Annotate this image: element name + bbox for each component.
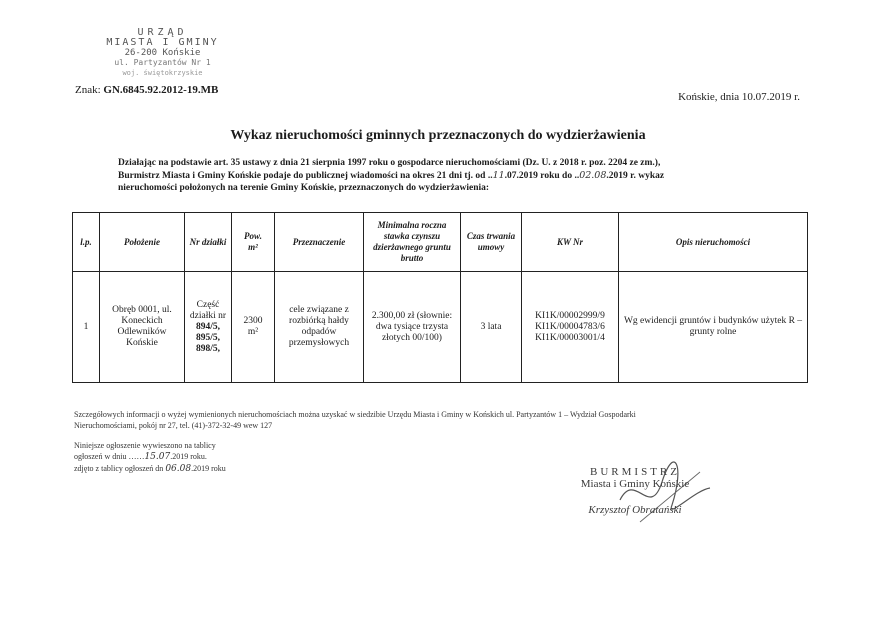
header-przeznaczenie: Przeznaczenie — [275, 213, 364, 272]
intro-line: Burmistrz Miasta i Gminy Końskie podaje do publicznej wiadomości na okres 21 dni tj. od ..11.07.2019 roku do ..02.08.2019 r. wykaz — [118, 169, 665, 181]
header-opis: Opis nieruchomości — [619, 213, 808, 272]
handwritten-date: 06.08 — [165, 464, 192, 474]
property-table — [72, 212, 808, 383]
signature-name: Krzysztof Obratański — [588, 504, 682, 516]
header-lp: l.p. — [73, 213, 100, 272]
document-date: Końskie, dnia 10.07.2019 r. — [678, 91, 800, 103]
cell-stawka: 2.300,00 zł (słownie: dwa tysiące trzysta złotych 00/100) — [364, 272, 461, 383]
stamp-line: ul. Partyzantów Nr 1 — [114, 58, 211, 67]
intro-line: nieruchomości położonych na terenie Gminy Końskie, przeznaczonych do wydzierżawienia: — [118, 183, 490, 193]
posted-line: Niniejsze ogłoszenie wywieszono na tablicy — [74, 441, 216, 450]
header-pow: Pow. m² — [232, 213, 275, 272]
cell-polozenie: Obręb 0001, ul. Koneckich Odlewników Końskie — [100, 272, 185, 383]
cell-opis: Wg ewidencji gruntów i budynków użytek R – grunty rolne — [619, 272, 808, 383]
stamp-line: URZĄD — [137, 27, 188, 38]
cell-przeznaczenie: cele związane z rozbiórką hałdy odpadów przemysłowych — [275, 272, 364, 383]
mayor-signature-block — [560, 466, 710, 516]
reference-label: Znak: — [75, 84, 101, 96]
cell-pow: 2300 m² — [232, 272, 275, 383]
stamp-line: MIASTA I GMINY — [106, 37, 219, 48]
handwritten-date: 11 — [492, 169, 505, 181]
header-kw: KW Nr — [522, 213, 619, 272]
reference-number — [75, 84, 218, 96]
office-stamp — [100, 28, 225, 78]
reference-value: GN.6845.92.2012-19.MB — [103, 84, 219, 96]
header-stawka: Minimalna roczna stawka czynszu dzierżawnego gruntu brutto — [364, 213, 461, 272]
document-title: Wykaz nieruchomości gminnych przeznaczonych do wydzierżawienia — [230, 128, 646, 143]
signature-title: BURMISTRZ — [590, 466, 680, 478]
handwritten-date: 15.07 — [144, 452, 171, 462]
stamp-line: 26-200 Końskie — [124, 48, 201, 58]
intro-paragraph — [118, 157, 798, 195]
info-note — [74, 409, 764, 431]
cell-nr: Część działki nr 894/5, 895/5, 898/5, — [185, 272, 232, 383]
header-polozenie: Położenie — [100, 213, 185, 272]
table-header-row — [73, 213, 808, 272]
cell-lp: 1 — [73, 272, 100, 383]
intro-line: Działając na podstawie art. 35 ustawy z dnia 21 sierpnia 1997 roku o gospodarce nieruchomościami (Dz. U. z 2018 r. poz. 2204 ze zm.), — [118, 158, 661, 168]
note-line: Nieruchomościami, pokój nr 27, tel. (41)-372-32-49 wew 127 — [74, 421, 273, 430]
cell-kw: KI1K/00002999/9 KI1K/00004783/6 KI1K/00003001/4 — [522, 272, 619, 383]
table-row — [73, 272, 808, 383]
signature-unit: Miasta i Gminy Końskie — [580, 478, 690, 490]
cell-czas: 3 lata — [461, 272, 522, 383]
posting-info — [74, 440, 226, 475]
posted-line: ogłoszeń w dniu ……15.07.2019 roku. — [74, 452, 207, 462]
removed-line: zdjęto z tablicy ogłoszeń dn 06.08.2019 roku — [74, 464, 226, 474]
header-nr: Nr działki — [185, 213, 232, 272]
note-line: Szczegółowych informacji o wyżej wymienionych nieruchomościach można uzyskać w siedzibie Urzędu Miasta i Gminy w Końskich ul. Partyzantów 1 – Wydział Gospodarki — [74, 410, 636, 419]
stamp-line: woj. świętokrzyskie — [122, 69, 203, 77]
handwritten-date: 02.08 — [579, 169, 607, 181]
header-czas: Czas trwania umowy — [461, 213, 522, 272]
